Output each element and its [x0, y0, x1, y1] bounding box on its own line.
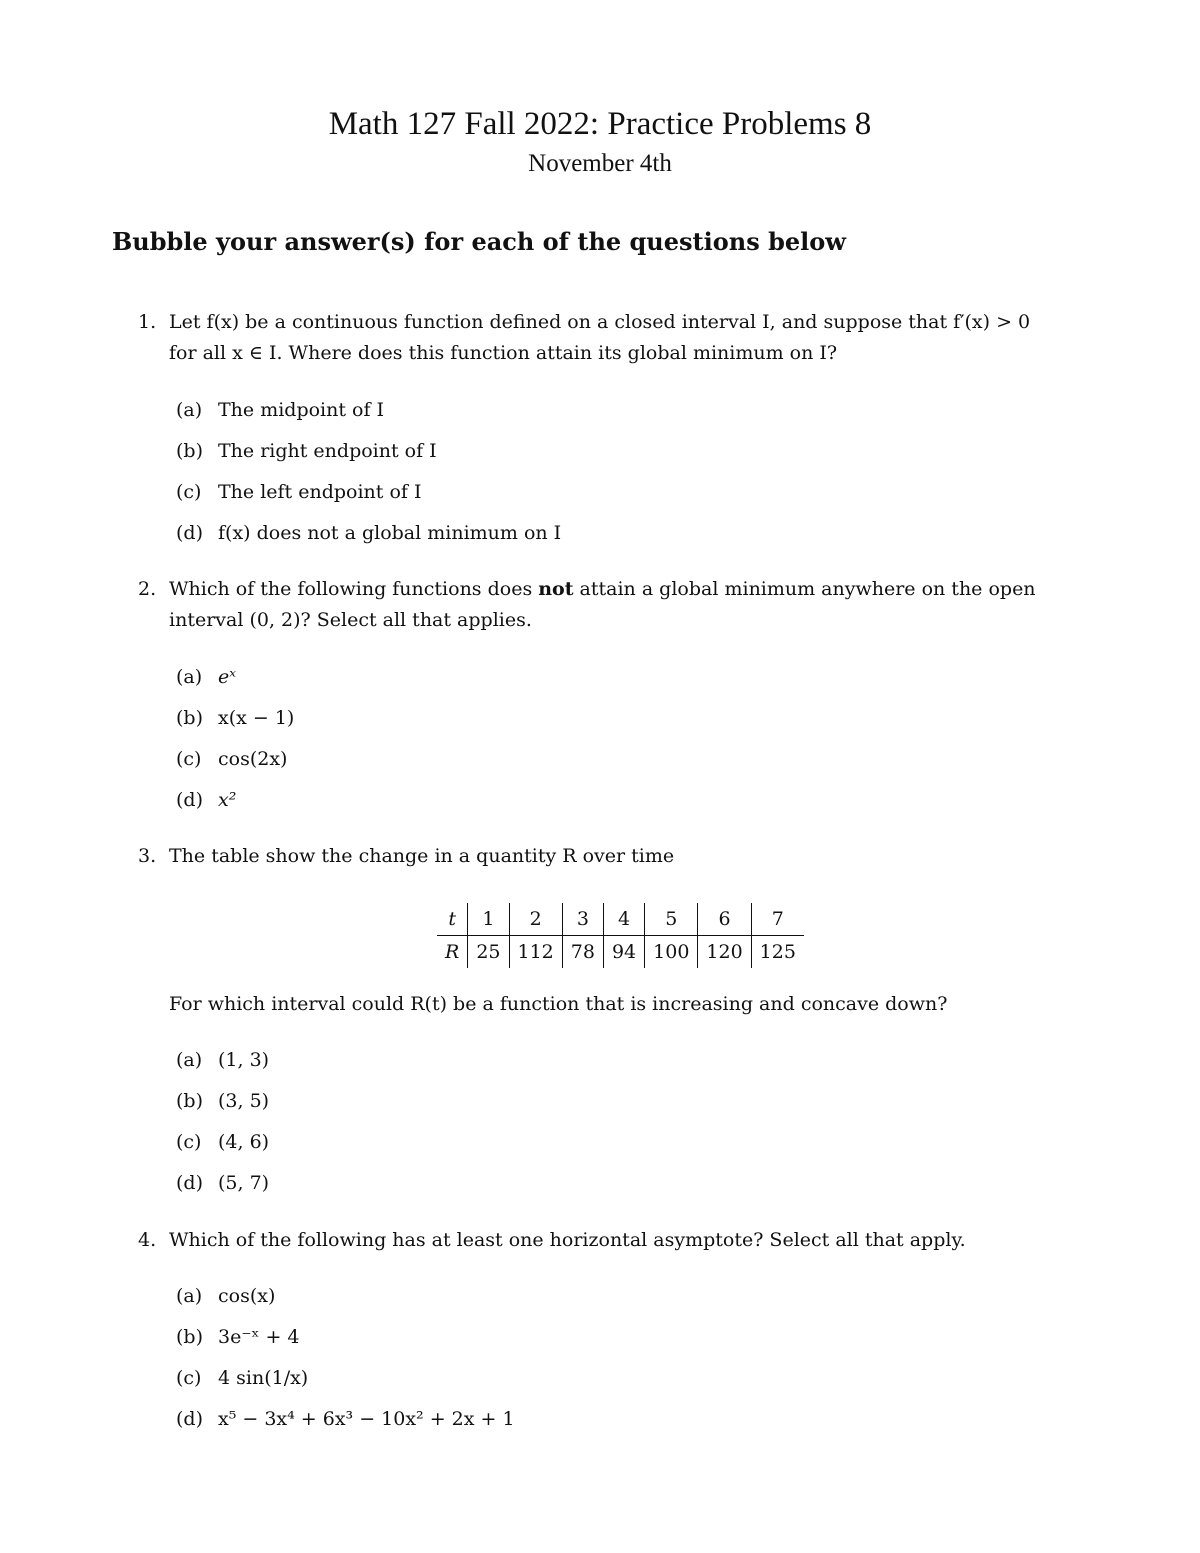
question-text-line: The table show the change in a quantity R over time — [169, 845, 675, 867]
table-cell: 120 — [698, 936, 751, 969]
option-text: (1, 3) — [218, 1049, 270, 1071]
option-1d[interactable] — [176, 519, 561, 547]
option-label: (c) — [176, 1367, 202, 1389]
option-label: (b) — [176, 1326, 203, 1348]
option-1c[interactable] — [176, 478, 421, 506]
table-cell: 3 — [562, 903, 603, 936]
question-1 — [138, 307, 1098, 369]
option-2b[interactable] — [176, 704, 294, 732]
page-date: November 4th — [528, 150, 672, 177]
option-2d[interactable] — [176, 786, 236, 814]
option-label: (a) — [176, 666, 203, 688]
option-text: x(x − 1) — [218, 707, 295, 729]
table-cell: R — [445, 941, 460, 963]
option-label: (d) — [176, 522, 203, 544]
question-2 — [138, 574, 1098, 636]
option-text: 3e⁻ˣ + 4 — [218, 1326, 300, 1348]
table-cell: 100 — [645, 936, 698, 969]
option-text: (3, 5) — [218, 1090, 270, 1112]
option-2c[interactable] — [176, 745, 287, 773]
option-3d[interactable] — [176, 1169, 269, 1197]
option-1b[interactable] — [176, 437, 437, 465]
option-4b[interactable] — [176, 1323, 300, 1351]
option-text: The midpoint of I — [218, 399, 385, 421]
question-text-line: for all x ∈ I. Where does this function attain its global minimum on I? — [169, 342, 838, 364]
option-text: cos(x) — [218, 1285, 276, 1307]
table-cell: 4 — [603, 903, 644, 936]
option-label: (a) — [176, 399, 203, 421]
option-label: (a) — [176, 1285, 203, 1307]
option-4a[interactable] — [176, 1282, 275, 1310]
option-4c[interactable] — [176, 1364, 308, 1392]
option-3c[interactable] — [176, 1128, 269, 1156]
question-number: 4. — [138, 1229, 157, 1251]
option-3b[interactable] — [176, 1087, 269, 1115]
question-number: 3. — [138, 845, 157, 867]
option-label: (d) — [176, 1408, 203, 1430]
option-4d[interactable] — [176, 1405, 515, 1433]
option-label: (a) — [176, 1049, 203, 1071]
option-label: (d) — [176, 789, 203, 811]
table-cell: 94 — [603, 936, 644, 969]
question-text-line: Let f(x) be a continuous function defined on a closed interval I, and suppose that f′(x) > 0 — [169, 311, 1031, 333]
option-text: The right endpoint of I — [218, 440, 437, 462]
question-text-part: Which of the following functions does — [169, 578, 539, 600]
option-label: (c) — [176, 1131, 202, 1153]
table-cell: 25 — [468, 936, 509, 969]
option-3a[interactable] — [176, 1046, 269, 1074]
table-cell: 112 — [509, 936, 562, 969]
option-label: (b) — [176, 1090, 203, 1112]
question-text-bold: not — [538, 578, 574, 600]
table-cell: 6 — [698, 903, 751, 936]
table-cell: 1 — [468, 903, 509, 936]
option-text: f(x) does not a global minimum on I — [218, 522, 562, 544]
table-row — [437, 936, 804, 969]
table-cell: 125 — [751, 936, 804, 969]
question-text-part: attain a global minimum anywhere on the open — [573, 578, 1036, 600]
question-3-followup: For which interval could R(t) be a function that is increasing and concave down? — [169, 993, 948, 1015]
table-row — [437, 903, 804, 936]
option-2a[interactable] — [176, 663, 236, 691]
question-4 — [138, 1225, 1098, 1256]
table-cell: 78 — [562, 936, 603, 969]
option-label: (b) — [176, 707, 203, 729]
data-table — [437, 903, 804, 968]
question-3 — [138, 841, 1098, 872]
section-heading: Bubble your answer(s) for each of the questions below — [112, 227, 846, 256]
option-text: 4 sin(1/x) — [218, 1367, 309, 1389]
question-number: 2. — [138, 578, 157, 600]
option-text: x² — [218, 789, 237, 811]
option-label: (c) — [176, 748, 202, 770]
option-label: (b) — [176, 440, 203, 462]
table-cell: 7 — [751, 903, 804, 936]
option-text: x⁵ − 3x⁴ + 6x³ − 10x² + 2x + 1 — [218, 1408, 515, 1430]
option-label: (c) — [176, 481, 202, 503]
question-text-line: interval (0, 2)? Select all that applies. — [169, 609, 532, 631]
question-text-line: Which of the following has at least one horizontal asymptote? Select all that apply. — [169, 1229, 966, 1251]
table-cell: t — [437, 903, 468, 936]
table-cell: 2 — [509, 903, 562, 936]
option-text: eˣ — [218, 666, 236, 688]
option-text: (4, 6) — [218, 1131, 270, 1153]
page-title: Math 127 Fall 2022: Practice Problems 8 — [328, 106, 872, 142]
option-text: The left endpoint of I — [218, 481, 422, 503]
option-label: (d) — [176, 1172, 203, 1194]
question-number: 1. — [138, 311, 157, 333]
option-1a[interactable] — [176, 396, 384, 424]
question-text-line — [169, 574, 1098, 605]
table-cell: 5 — [645, 903, 698, 936]
option-text: (5, 7) — [218, 1172, 270, 1194]
option-text: cos(2x) — [218, 748, 288, 770]
